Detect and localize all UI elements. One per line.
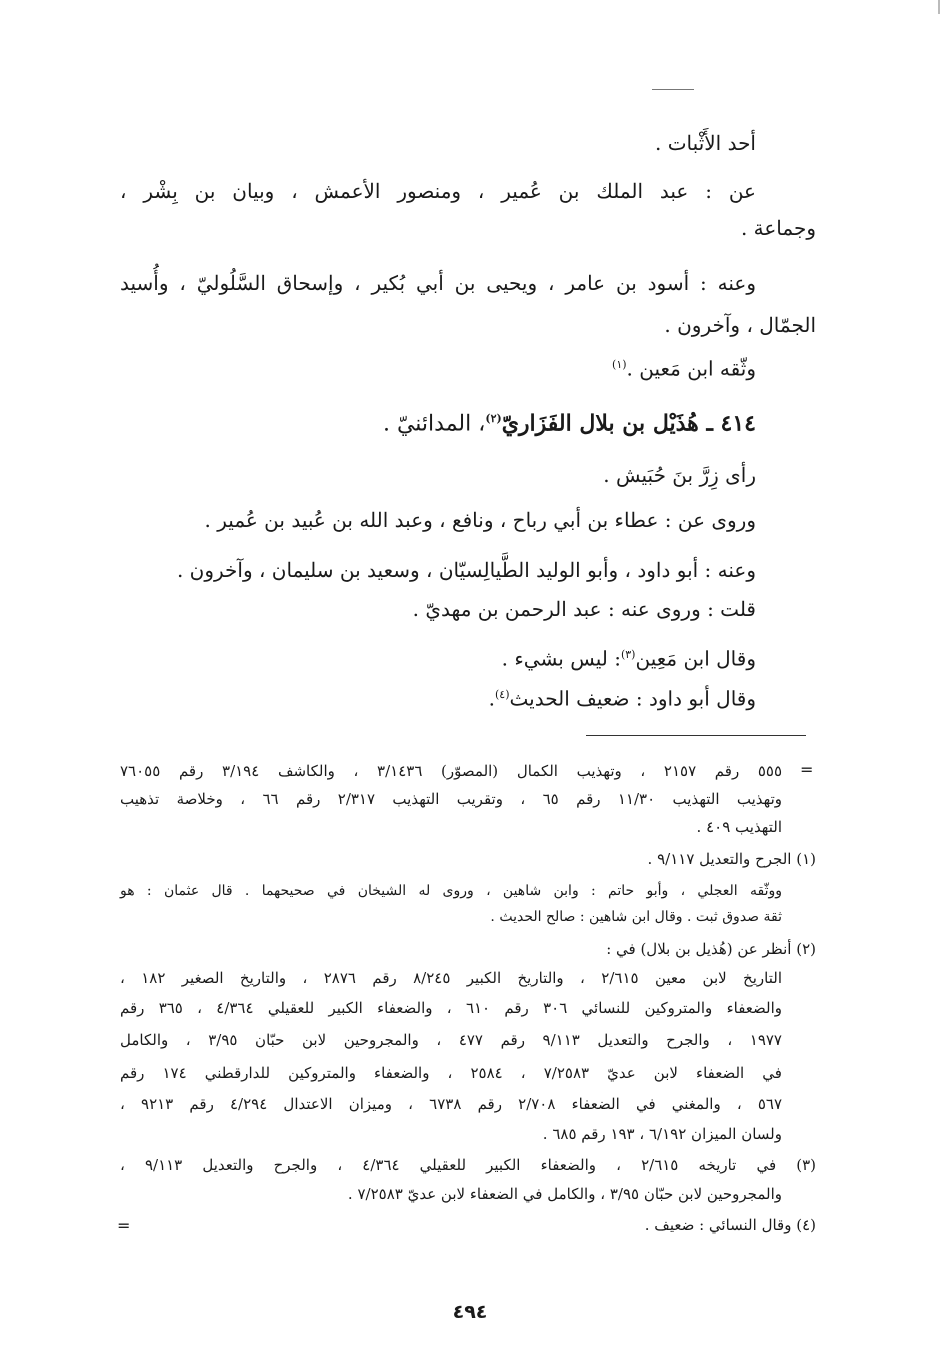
body-line: قلت : وروى عنه : عبد الرحمن بن مهديّ . — [412, 597, 756, 621]
body-text: : ليس بشيء . — [501, 646, 621, 671]
footnote-line: وتهذيب التهذيب ١١/٣٠ رقم ٦٥ ، وتقريب التهذيب ٢/٣١٧ رقم ٦٦ ، وخلاصة تذهيب — [120, 790, 782, 808]
footnote-ref: (٢) — [485, 412, 502, 425]
footnote-ref: (٣) — [620, 648, 636, 661]
body-text: وقال أبو داود : ضعيف الحديث — [509, 686, 756, 711]
footnote-1: (١) الجرح والتعديل ٩/١١٧ . — [647, 850, 816, 868]
body-line: أحد الأَثْبات . — [655, 131, 756, 155]
footnote-ref: (٤) — [495, 688, 510, 701]
body-text: وقال ابن مَعِين — [635, 646, 756, 671]
footnote-line: ولسان الميزان ٦/١٩٢ ، ١٩٣ رقم ٦٨٥ . — [542, 1125, 782, 1143]
body-line: وعنه : أبو داود ، وأبو الوليد الطَّيالِسيّان ، وسعيد بن سليمان ، وآخرون . — [176, 558, 756, 582]
body-line: وعنه : أسود بن عامر ، ويحيى بن أبي بُكير ، وإسحاق السَّلُوليّ ، وأُسيد — [120, 271, 756, 295]
entry-name: هُذَيْل بن بلال الفَزَاريّ — [501, 410, 699, 437]
entry-heading — [120, 404, 756, 439]
body-text: وثّقه ابن مَعين . — [626, 356, 756, 381]
body-line — [120, 680, 756, 714]
footnote-line: ٥٦٧ ، والمغني في الضعفاء ٢/٧٠٨ رقم ٦٧٣٨ ، وميزان الاعتدال ٤/٢٩٤ رقم ٩٢١٣ ، — [120, 1095, 783, 1113]
footnote-line: ٥٥٥ رقم ٢١٥٧ ، وتهذيب الكمال (المصوّر) ٣/١٤٣٦ ، والكاشف ٣/١٩٤ رقم ٧٦٠٥٥ — [120, 762, 783, 780]
footnote-4: (٤) وقال النسائي : ضعيف . — [644, 1216, 816, 1234]
next-page-mark: = — [117, 1216, 131, 1235]
footnote-line: في الضعفاء لابن عديّ ٧/٢٥٨٣ ، ٢٥٨٤ ، والضعفاء والمتروكين للدارقطني ١٧٤ رقم — [120, 1064, 782, 1082]
header-rule — [652, 89, 694, 90]
footnote-line: والضعفاء والمتروكين للنسائي ٣٠٦ رقم ٦١٠ ، والضعفاء الكبير للعقيلي ٤/٣٦٤ ، ٣٦٥ رقم — [120, 999, 783, 1017]
footnote-line: والمجروحين لابن حبّان ٣/٩٥ ، والكامل في الضعفاء لابن عديّ ٧/٢٥٨٣ . — [347, 1185, 782, 1203]
footnote-line: ووثّقه العجلي ، وأبو حاتم : وابن شاهين ، وروى له الشيخان في صحيحهما . قال عثمان : هو — [120, 883, 782, 899]
footnote-line: التهذيب ٤٠٩ . — [696, 818, 782, 836]
body-line — [120, 350, 756, 384]
footnote-ref: (١) — [612, 358, 627, 371]
body-line: عن : عبد الملك بن عُمير ، ومنصور الأعمش ، وبيان بن بِشْر ، — [120, 179, 756, 203]
footnote-2: (٢) أنظر عن (هُذيل بن بلال) في : — [606, 940, 816, 958]
entry-rest: ، المدائنيّ . — [382, 411, 486, 437]
footnote-line: التاريخ لابن معين ٢/٦١٥ ، والتاريخ الكبير ٨/٢٤٥ رقم ٢٨٧٦ ، والتاريخ الصغير ١٨٢ ، — [120, 969, 782, 987]
body-line — [120, 640, 756, 674]
entry-number: ٤١٤ ـ — [706, 410, 756, 437]
footnote-rule — [586, 735, 806, 736]
continuation-mark: = — [800, 760, 814, 779]
body-line: وروى عن : عطاء بن أبي رباح ، ونافع ، وعبد الله بن عُبيد بن عُمير . — [204, 508, 756, 532]
footnote-line: ثقة صدوق ثبت . وقال ابن شاهين : صالح الحديث . — [490, 909, 782, 925]
page-number: ٤٩٤ — [452, 1301, 488, 1323]
footnote-line: ١٩٧٧ ، والجرح والتعديل ٩/١١٣ رقم ٤٧٧ ، والمجروحين لابن حبّان ٣/٩٥ ، والكامل — [120, 1031, 782, 1049]
footnote-3: (٣) في تاريخه ٢/٦١٥ ، والضعفاء الكبير للعقيلي ٤/٣٦٤ ، والجرح والتعديل ٩/١١٣ ، — [120, 1156, 817, 1174]
body-line: وجماعة . — [740, 216, 816, 240]
body-text: . — [488, 686, 495, 711]
body-line: الجمّال ، وآخرون . — [664, 313, 816, 337]
body-line: رأى زِرَّ بنَ حُبَيش . — [603, 463, 756, 487]
